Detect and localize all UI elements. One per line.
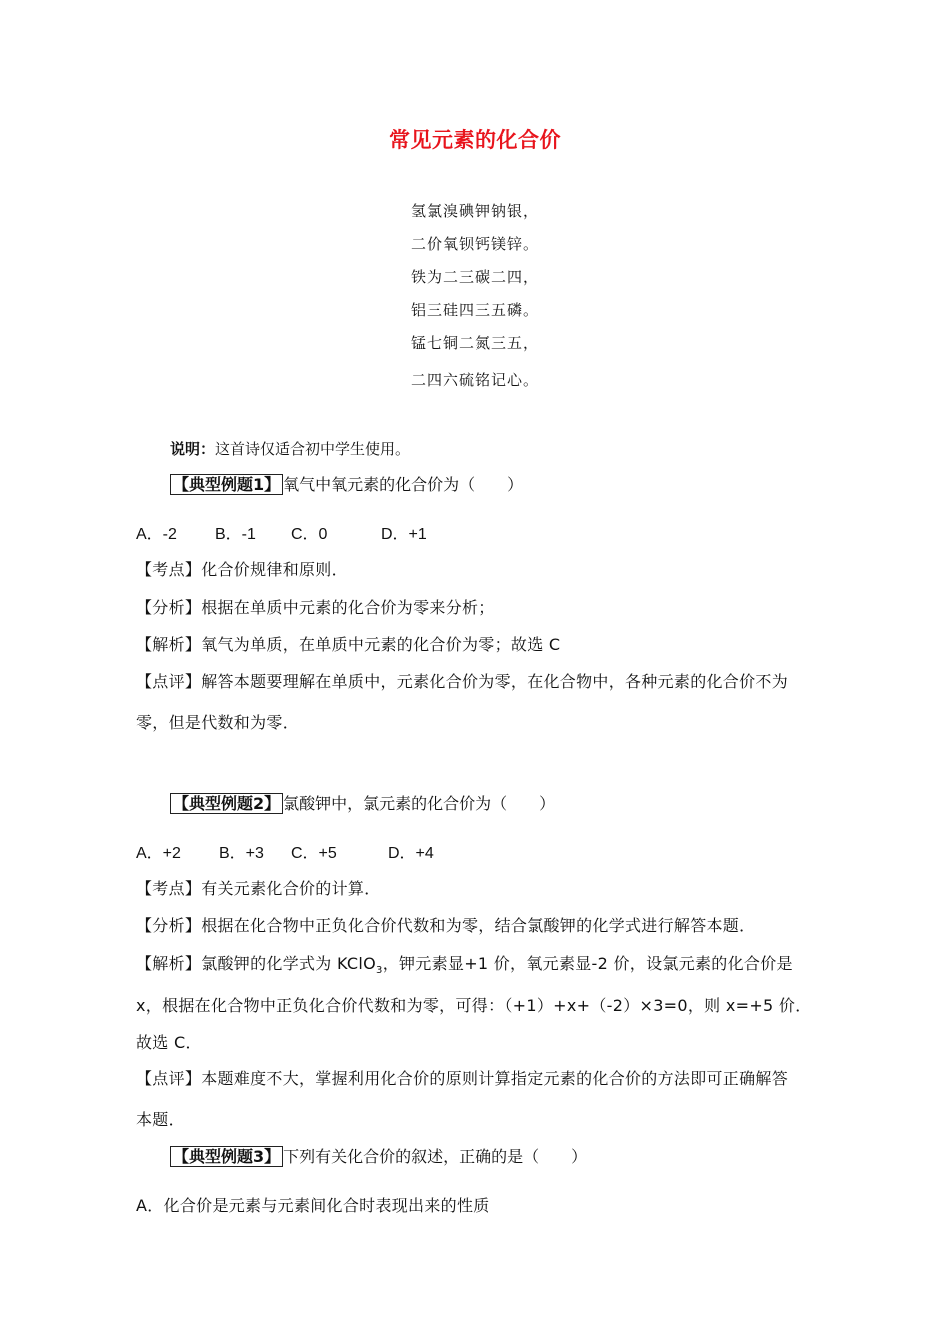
example-1-option-a: A．-2 <box>136 526 177 543</box>
example-3-option-a: A．化合价是元素与元素间化合时表现出来的性质 <box>136 1196 490 1215</box>
example-3-tag: 【典型例题3】 <box>170 1146 283 1167</box>
example-2-dianping-line-1: 【点评】本题难度不大，掌握利用化合价的原则计算指定元素的化合价的方法即可正确解答 <box>136 1069 789 1088</box>
example-1-dianping-line-1: 【点评】解答本题要理解在单质中，元素化合价为零，在化合物中，各种元素的化合价不为 <box>136 672 789 691</box>
poem-line-3: 铁为二三碳二四， <box>410 268 539 286</box>
example-3-question <box>170 1144 587 1167</box>
note-text: 这首诗仅适合初中学生使用。 <box>215 440 411 458</box>
poem-line-4: 铝三硅四三五磷。 <box>410 301 539 319</box>
poem-line-6: 二四六硫铭记心。 <box>410 371 539 389</box>
example-1-tag: 【典型例题1】 <box>170 474 283 495</box>
poem-line-5: 锰七铜二氮三五， <box>410 334 539 352</box>
example-2-option-c: C．+5 <box>291 845 337 862</box>
example-1-dianping-line-2: 零，但是代数和为零． <box>136 713 300 732</box>
example-1-jiexi: 【解析】氧气为单质，在单质中元素的化合价为零；故选 C <box>136 635 561 654</box>
poem-line-1: 氢氯溴碘钾钠银， <box>410 202 539 220</box>
example-1-option-b: B．-1 <box>215 526 256 543</box>
example-2-jiexi-text: 【解析】氯酸钾的化学式为 KClO <box>136 954 377 973</box>
example-2-question-text: 氯酸钾中，氯元素的化合价为（ ） <box>283 794 556 813</box>
example-1-question <box>170 472 523 495</box>
example-1-kaodian: 【考点】化合价规律和原则． <box>136 560 348 579</box>
page-title: 常见元素的化合价 <box>389 128 561 152</box>
example-2-option-d: D．+4 <box>388 845 434 862</box>
example-2-question <box>170 791 555 814</box>
example-2-option-a: A．+2 <box>136 845 181 862</box>
example-2-dianping-line-2: 本题． <box>136 1110 185 1129</box>
example-2-jiexi-line-3: 故选 C． <box>136 1033 202 1052</box>
example-1-option-d: D．+1 <box>381 526 427 543</box>
example-2-option-b: B．+3 <box>219 845 264 862</box>
example-2-jiexi-text-rest: ，钾元素显+1 价，氧元素显-2 价，设氯元素的化合价是 <box>382 954 793 973</box>
example-2-jiexi <box>136 951 793 976</box>
example-1-option-c: C．0 <box>291 526 328 543</box>
example-2-jiexi-line-2: x，根据在化合物中正负化合价代数和为零，可得：（+1）+x+（-2）×3=0，则 x=+5 价． <box>136 996 812 1015</box>
example-1-fenxi: 【分析】根据在单质中元素的化合价为零来分析； <box>136 598 495 617</box>
example-2-jiexi-subscript: 3 <box>376 965 383 977</box>
example-2-tag: 【典型例题2】 <box>170 793 283 814</box>
poem-line-2: 二价氧钡钙镁锌。 <box>410 235 539 253</box>
example-2-fenxi: 【分析】根据在化合物中正负化合价代数和为零，结合氯酸钾的化学式进行解答本题． <box>136 916 756 935</box>
example-2-kaodian: 【考点】有关元素化合价的计算． <box>136 879 381 898</box>
note-label: 说明： <box>170 440 216 458</box>
example-3-question-text: 下列有关化合价的叙述，正确的是（ ） <box>283 1147 588 1166</box>
example-1-question-text: 氧气中氧元素的化合价为（ ） <box>283 475 524 494</box>
note <box>170 438 410 459</box>
